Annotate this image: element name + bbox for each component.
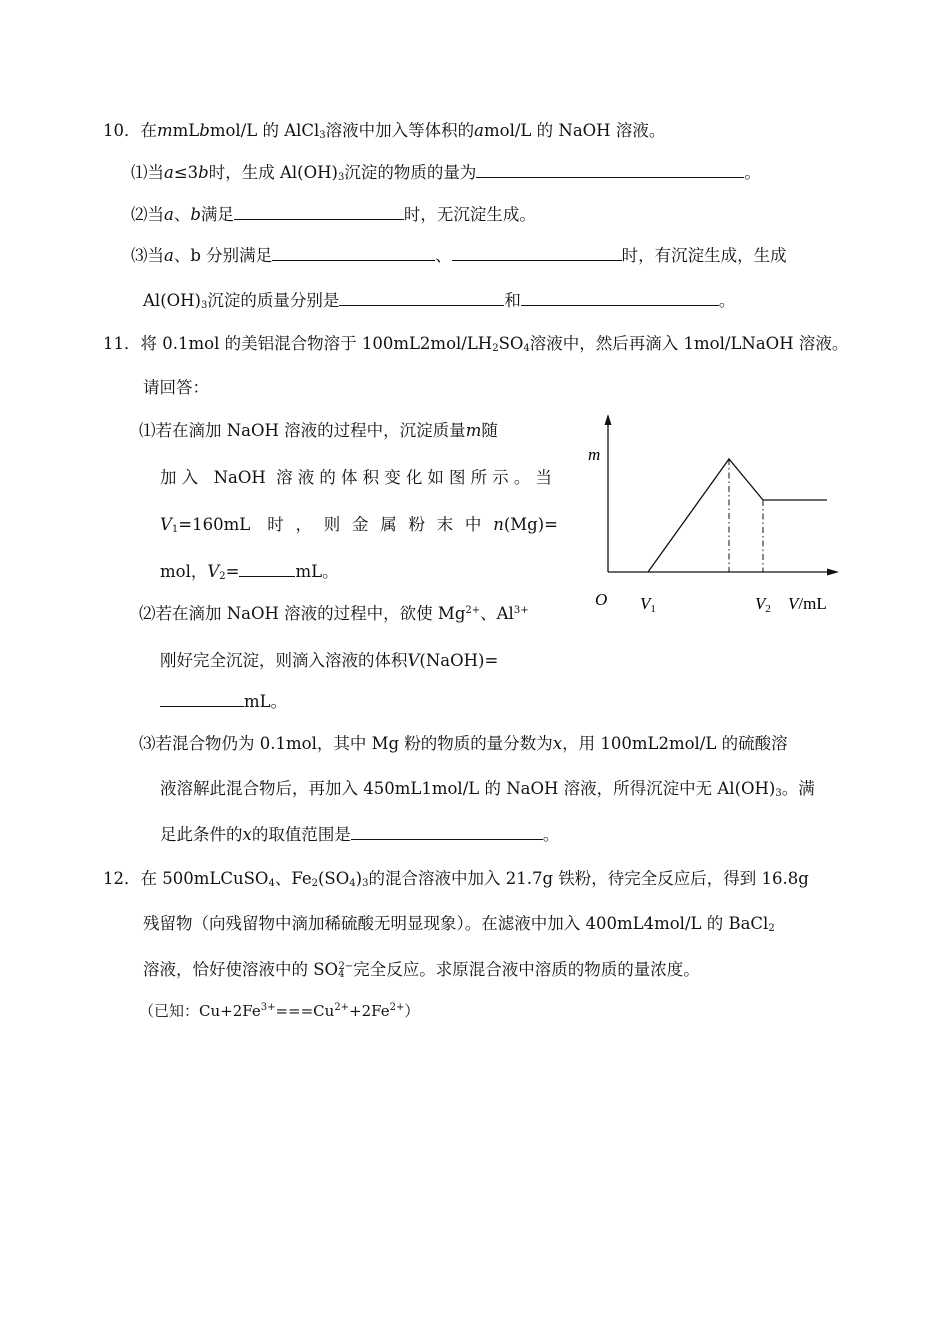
q10-stem: 10．在mmLbmol/L 的 AlCl$_3$溶液中加入等体积的amol/L 的 NaOH 溶液。 xyxy=(103,121,666,141)
answer-blank[interactable] xyxy=(476,163,744,178)
q11-ask: 请回答： xyxy=(143,378,209,397)
q12-line3: 溶液，恰好使溶液中的 $SO_4^{2-}$完全反应。求原混合液中溶质的物质的量浓度。 xyxy=(143,960,700,980)
v1-label: V1 xyxy=(640,594,656,615)
answer-blank[interactable] xyxy=(452,246,622,261)
q10-part2: ⑵当a、b满足 时，无沉淀生成。 xyxy=(131,205,536,224)
q11-stem: 11．将 0.1mol 的美铝混合物溶于 $100mL2mol/LH_2SO_4$溶液中，然后再滴入 1mol/LNaOH 溶液。 xyxy=(103,334,849,354)
answer-blank[interactable] xyxy=(272,246,435,261)
v2-label: V2 xyxy=(755,594,771,615)
answer-blank[interactable] xyxy=(160,692,244,707)
x-axis-label: V/mL xyxy=(788,594,827,613)
q11-number: 11． xyxy=(103,334,141,353)
answer-blank[interactable] xyxy=(339,291,504,306)
q11-part1-line4: mol，$V_2=$ mL。 xyxy=(160,562,339,582)
answer-blank[interactable] xyxy=(351,825,543,840)
q11-part2-line1: ⑵若在滴加 NaOH 溶液的过程中，欲使 $Mg^{2+}$、$Al^{3+}$ xyxy=(139,604,529,623)
origin-label: O xyxy=(595,590,608,609)
q10-part1: ⑴当a≤3b时，生成 $Al(OH)_3$沉淀的物质的量为 。 xyxy=(131,163,761,183)
q11-part3-line1: ⑶若混合物仍为 0.1mol，其中 Mg 粉的物质的量分数为x，用 100mL2mol/L 的硫酸溶 xyxy=(139,734,788,753)
q11-part1-line1: ⑴若在滴加 NaOH 溶液的过程中，沉淀质量m随 xyxy=(139,421,498,440)
q12-line2: 残留物（向残留物中滴加稀硫酸无明显现象）。在滤液中加入 400mL4mol/L 的 BaCl$_2$ xyxy=(143,914,775,934)
q11-part1-line2: 加入 NaOH 溶液的体积变化如图所示。当 xyxy=(160,468,552,487)
y-axis-arrow-icon xyxy=(605,414,612,425)
q11-part2-line3: mL。 xyxy=(160,692,287,712)
answer-blank[interactable] xyxy=(239,562,295,577)
q11-part2-line2: 刚好完全沉淀，则滴入溶液的体积V(NaOH)= xyxy=(160,651,499,670)
q11-part3-line3: 足此条件的x的取值范围是 。 xyxy=(160,825,560,844)
q11-part1-line3: $V_1=160mL$ 时，则金属粉末中n(Mg)= xyxy=(160,515,558,535)
precipitate-mass-graph xyxy=(585,412,847,618)
q12-note: （已知：$Cu+2Fe^{3+}===Cu^{2+}+2Fe^{2+}$） xyxy=(139,1002,420,1020)
q10-part3-line2: $Al(OH)_3$沉淀的质量分别是 和 。 xyxy=(143,291,736,311)
q12-line1: 12．在 500mLCuSO$_4$、$Fe_2(SO_4)_3$的混合溶液中加入 21.7g 铁粉，待完全反应后，得到 16.8g xyxy=(103,869,809,889)
y-axis-label: m xyxy=(588,445,601,464)
q10-part3: ⑶当a、b 分别满足 、 时，有沉淀生成，生成 xyxy=(131,246,787,265)
answer-blank[interactable] xyxy=(521,291,719,306)
mass-curve xyxy=(648,459,827,572)
q10-number: 10． xyxy=(103,121,141,140)
x-axis-arrow-icon xyxy=(827,569,839,576)
q11-part3-line2: 液溶解此混合物后，再加入 450mL1mol/L 的 NaOH 溶液，所得沉淀中无 $Al(OH)_3$。满 xyxy=(160,779,815,799)
q12-number: 12． xyxy=(103,869,141,888)
answer-blank[interactable] xyxy=(234,205,404,220)
